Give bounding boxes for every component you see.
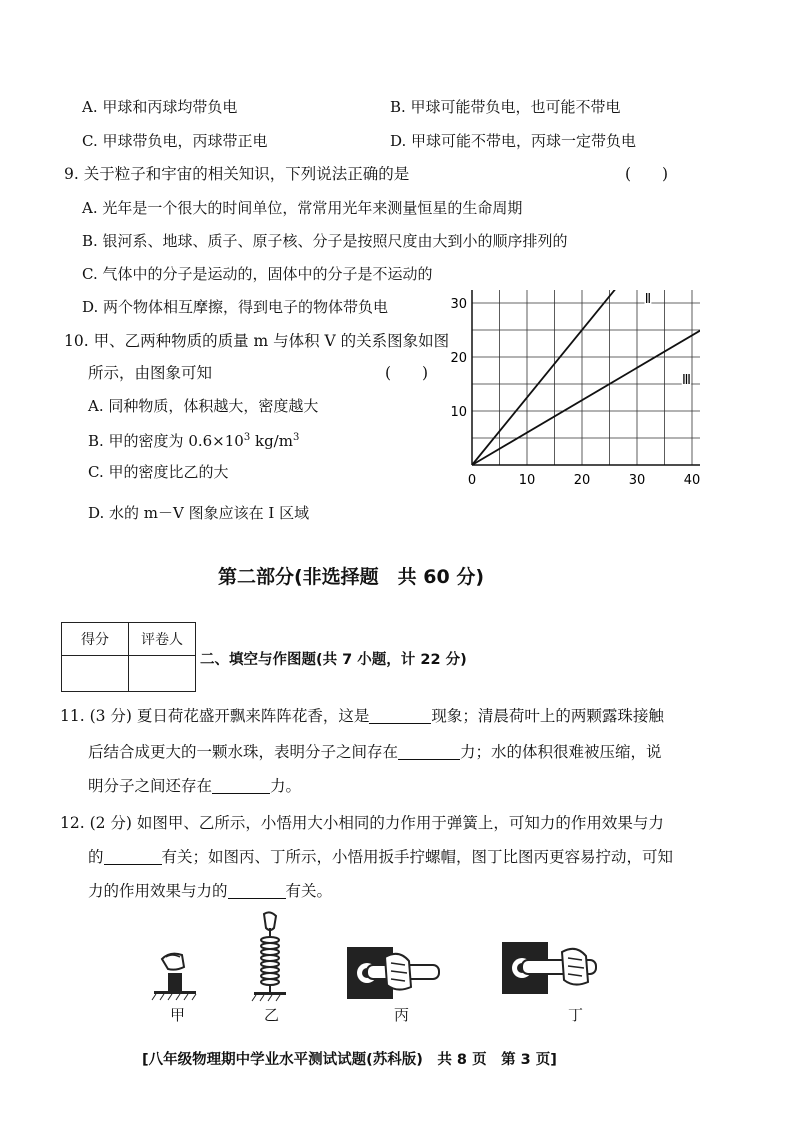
q12-line1: 12. (2 分) 如图甲、乙所示，小悟用大小相同的力作用于弹簧上，可知力的作用效果与力 (60, 814, 664, 832)
q11-line2 (88, 741, 662, 763)
q10-answer-paren: ( ) (385, 364, 429, 382)
x-tick-label: 30 (628, 473, 646, 488)
q12-line3-b: 有关。 (285, 882, 333, 900)
y-tick-label: 20 (450, 351, 467, 366)
figure-ding-wrench (500, 940, 600, 1000)
q8-option-b: B. 甲球可能带负电，也可能不带电 (390, 98, 621, 116)
q11-blank-1 (369, 707, 431, 724)
q10-option-b-unit: kg/m (250, 432, 293, 450)
region-label-3: Ⅲ (682, 373, 691, 388)
page-footer: [八年级物理期中学业水平测试试题(苏科版) 共 8 页 第 3 页] (142, 1052, 557, 1068)
figure-yi-label: 乙 (264, 1006, 280, 1024)
q9-option-b: B. 银河系、地球、质子、原子核、分子是按照尺度由大到小的顺序排列的 (82, 232, 568, 250)
x-tick-label: 0 (467, 473, 477, 488)
x-tick-label: 10 (518, 473, 536, 488)
figure-yi-spring (248, 910, 292, 1005)
figure-jia-press (150, 945, 200, 1005)
q10-option-b-text: B. 甲的密度为 0.6×10 (88, 432, 244, 450)
q9-option-d: D. 两个物体相互摩擦，得到电子的物体带负电 (82, 298, 389, 316)
q11-line3-a: 明分子之间还存在 (88, 777, 213, 795)
y-tick-label: 30 (450, 297, 467, 312)
q11-blank-2 (398, 743, 460, 760)
score-header: 得分 (62, 623, 129, 656)
q8-option-d: D. 甲球可能不带电，丙球一定带负电 (390, 132, 637, 150)
x-tick-label: 20 (573, 473, 591, 488)
q9-answer-paren: ( ) (625, 165, 669, 183)
q9-option-c: C. 气体中的分子是运动的，固体中的分子是不运动的 (82, 265, 433, 283)
score-cell (62, 656, 129, 692)
q11-blank-3 (212, 777, 270, 794)
q12-line3-a: 力的作用效果与力的 (88, 882, 228, 900)
figure-ding-label: 丁 (568, 1006, 584, 1024)
q11-line3-b: 力。 (270, 777, 302, 795)
q10-option-b-unit-exp: 3 (292, 432, 300, 443)
region-label-2: Ⅱ (644, 292, 652, 307)
grader-cell (129, 656, 196, 692)
q12-line2-b: 有关；如图丙、丁所示，小悟用扳手拧螺帽，图丁比图丙更容易拧动，可知 (161, 848, 674, 866)
q12-line3 (88, 880, 332, 902)
q12-blank-2 (228, 882, 286, 899)
q8-option-a: A. 甲球和丙球均带负电 (82, 98, 238, 116)
q10-option-a: A. 同种物质，体积越大，密度越大 (88, 397, 319, 415)
grader-header: 评卷人 (129, 623, 196, 656)
figure-bing-label: 丙 (394, 1006, 410, 1024)
x-tick-label: 40 (683, 473, 700, 488)
q11-line2-a: 后结合成更大的一颗水珠，表明分子之间存在 (88, 743, 399, 761)
q12-line2-a: 的 (88, 848, 104, 866)
mass-volume-chart (440, 290, 700, 505)
part2-title: 第二部分(非选择题 共 60 分) (218, 566, 485, 588)
q11-line1-a: 11. (3 分) 夏日荷花盛开飘来阵阵花香，这是 (60, 707, 370, 725)
figure-jia-label: 甲 (170, 1006, 186, 1024)
q11-line1 (60, 705, 664, 727)
score-table (61, 622, 196, 692)
q9-option-a: A. 光年是一个很大的时间单位，常常用光年来测量恒星的生命周期 (82, 199, 523, 217)
y-tick-label: 10 (450, 405, 467, 420)
q10-option-b (88, 428, 299, 451)
q11-line1-b: 现象；清晨荷叶上的两颗露珠接触 (431, 707, 664, 725)
q10-option-c: C. 甲的密度比乙的大 (88, 463, 229, 481)
q10-option-b-exp: 3 (243, 432, 251, 443)
q11-line2-b: 力；水的体积很难被压缩，说 (460, 743, 662, 761)
q11-line3 (88, 775, 301, 797)
q12-blank-1 (104, 848, 162, 865)
q8-option-c: C. 甲球带负电，丙球带正电 (82, 132, 268, 150)
section2-heading: 二、填空与作图题(共 7 小题，计 22 分) (200, 652, 467, 668)
q10-stem-line1: 10. 甲、乙两种物质的质量 m 与体积 V 的关系图象如图 (64, 332, 450, 350)
figure-bing-wrench (345, 945, 445, 1003)
region-label-1 (602, 290, 606, 291)
q10-stem-line2: 所示，由图象可知 (88, 364, 213, 382)
q10-option-d: D. 水的 m－V 图象应该在 Ⅰ 区域 (88, 504, 310, 522)
q12-line2 (88, 846, 673, 868)
q9-stem: 9. 关于粒子和宇宙的相关知识，下列说法正确的是 (64, 165, 410, 183)
